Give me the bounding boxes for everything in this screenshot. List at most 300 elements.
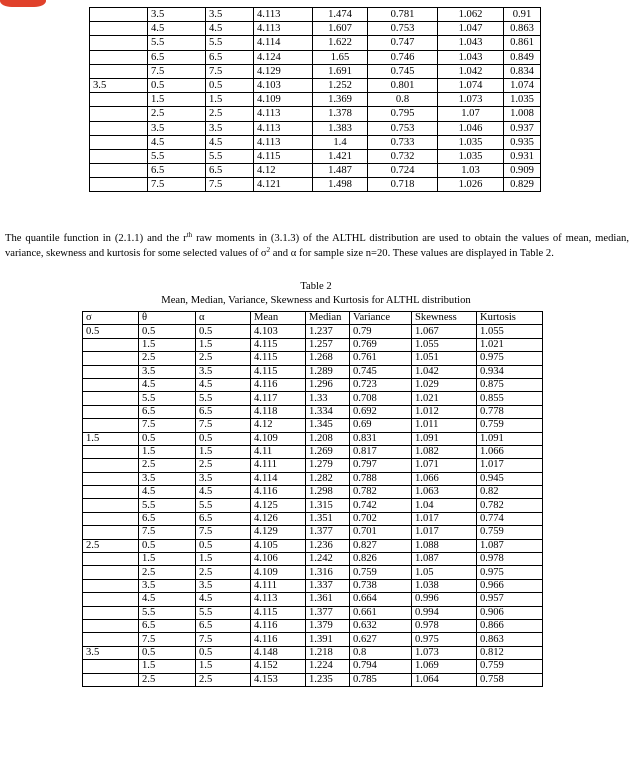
- table-cell: 4.113: [254, 135, 313, 149]
- table-cell: 0.769: [350, 338, 412, 351]
- table-cell: 4.114: [251, 472, 306, 485]
- table-cell: 5.5: [139, 606, 196, 619]
- table-cell: 1.064: [412, 673, 477, 686]
- table-cell: 0.627: [350, 633, 412, 646]
- table-row: [90, 93, 541, 107]
- table-cell: 0.778: [477, 405, 543, 418]
- table-cell: 1.066: [412, 472, 477, 485]
- table-cell: 4.116: [251, 486, 306, 499]
- table-row: [83, 593, 543, 606]
- table-cell: 1.026: [438, 178, 504, 192]
- table-cell: [83, 633, 139, 646]
- table-cell: 0.975: [477, 566, 543, 579]
- table-cell: 1.073: [412, 646, 477, 659]
- table-cell: 0.753: [368, 22, 438, 36]
- table-row: [90, 8, 541, 22]
- table-cell: 3.5: [206, 8, 254, 22]
- table-cell: [83, 419, 139, 432]
- table-cell: 4.116: [251, 378, 306, 391]
- table-cell: 1.067: [412, 325, 477, 338]
- table-row: [90, 36, 541, 50]
- table-cell: 4.5: [196, 486, 251, 499]
- table-cell: 4.106: [251, 553, 306, 566]
- table-cell: 4.148: [251, 646, 306, 659]
- table-cell: 4.12: [254, 164, 313, 178]
- table-1-body: [90, 8, 541, 192]
- table-cell: 0.82: [477, 486, 543, 499]
- table-cell: 0.975: [477, 352, 543, 365]
- table-cell: 0.746: [368, 50, 438, 64]
- table-cell: 0.849: [504, 50, 541, 64]
- table-row: [83, 539, 543, 552]
- table-row: [83, 553, 543, 566]
- table-cell: 0.738: [350, 579, 412, 592]
- table-cell: 4.5: [206, 22, 254, 36]
- table-1-continued: [89, 7, 541, 192]
- table-cell: [83, 579, 139, 592]
- table-cell: [90, 50, 148, 64]
- table-cell: 0.702: [350, 512, 412, 525]
- table-cell: 1.316: [306, 566, 350, 579]
- table-cell: 0.863: [477, 633, 543, 646]
- table-cell: 0.781: [368, 8, 438, 22]
- column-header: θ: [139, 312, 196, 325]
- table-cell: 1.029: [412, 378, 477, 391]
- table-cell: 0.788: [350, 472, 412, 485]
- table-row: [83, 579, 543, 592]
- table-row: [83, 392, 543, 405]
- table-cell: 1.087: [412, 553, 477, 566]
- table-cell: 3.5: [139, 472, 196, 485]
- table-cell: 1.035: [504, 93, 541, 107]
- table-cell: 1.691: [313, 64, 368, 78]
- column-header: Kurtosis: [477, 312, 543, 325]
- table-cell: 1.012: [412, 405, 477, 418]
- table-cell: 0.5: [139, 646, 196, 659]
- table-cell: 0.829: [504, 178, 541, 192]
- table-cell: 0.994: [412, 606, 477, 619]
- table-cell: 1.337: [306, 579, 350, 592]
- table-cell: [83, 378, 139, 391]
- table-cell: 3.5: [139, 365, 196, 378]
- table-cell: 6.5: [196, 405, 251, 418]
- table-cell: 1.5: [139, 553, 196, 566]
- table-cell: 0.996: [412, 593, 477, 606]
- table-cell: 1.008: [504, 107, 541, 121]
- table-row: [83, 365, 543, 378]
- table-cell: 3.5: [139, 579, 196, 592]
- table-cell: 7.5: [196, 526, 251, 539]
- table-cell: 4.115: [251, 365, 306, 378]
- table-cell: 1.073: [438, 93, 504, 107]
- table-cell: 6.5: [139, 405, 196, 418]
- table-cell: 4.5: [148, 22, 206, 36]
- table-cell: [83, 593, 139, 606]
- table-cell: 4.105: [251, 539, 306, 552]
- table-cell: 1.487: [313, 164, 368, 178]
- table-cell: 1.622: [313, 36, 368, 50]
- table-cell: 0.795: [368, 107, 438, 121]
- table-cell: 0.861: [504, 36, 541, 50]
- column-header: Median: [306, 312, 350, 325]
- table-cell: 1.237: [306, 325, 350, 338]
- column-header: α: [196, 312, 251, 325]
- table-cell: [90, 121, 148, 135]
- table-cell: 0.692: [350, 405, 412, 418]
- table-cell: 7.5: [206, 178, 254, 192]
- table-cell: 1.369: [313, 93, 368, 107]
- table-cell: 1.289: [306, 365, 350, 378]
- table-cell: 1.088: [412, 539, 477, 552]
- table-cell: 1.5: [139, 445, 196, 458]
- table-cell: 1.5: [139, 660, 196, 673]
- table-cell: 5.5: [206, 36, 254, 50]
- table-cell: 0.5: [139, 539, 196, 552]
- table-cell: 1.252: [313, 78, 368, 92]
- table-cell: [83, 405, 139, 418]
- table-cell: 1.074: [438, 78, 504, 92]
- table-row: [90, 178, 541, 192]
- table-cell: 4.5: [148, 135, 206, 149]
- table-cell: 0.966: [477, 579, 543, 592]
- table-row: [90, 121, 541, 135]
- table-cell: 5.5: [139, 499, 196, 512]
- table-cell: 0.723: [350, 378, 412, 391]
- table-cell: 2.5: [139, 566, 196, 579]
- table-row: [83, 499, 543, 512]
- table-cell: [83, 352, 139, 365]
- table-cell: [83, 619, 139, 632]
- table-cell: 0.978: [477, 553, 543, 566]
- table-cell: 0.742: [350, 499, 412, 512]
- table-cell: 0.909: [504, 164, 541, 178]
- table-cell: 0.812: [477, 646, 543, 659]
- paragraph-superscript-2: 2: [266, 245, 271, 254]
- table-cell: 1.04: [412, 499, 477, 512]
- table-cell: 4.113: [251, 593, 306, 606]
- table-2-caption: Mean, Median, Variance, Skewness and Kurtosis for ALTHL distribution: [161, 295, 471, 306]
- table-cell: [83, 445, 139, 458]
- table-cell: [83, 499, 139, 512]
- table-row: [83, 486, 543, 499]
- table-cell: 4.115: [254, 149, 313, 163]
- table-cell: 1.298: [306, 486, 350, 499]
- table-cell: 4.103: [254, 78, 313, 92]
- table-row: [83, 472, 543, 485]
- table-cell: 1.279: [306, 459, 350, 472]
- table-cell: 0.801: [368, 78, 438, 92]
- table-cell: 6.5: [148, 164, 206, 178]
- table-cell: 0.831: [350, 432, 412, 445]
- table-cell: 1.269: [306, 445, 350, 458]
- paragraph-text-2: raw moments in (3.1.3) of the ALTHL distribution are used to obtain the values of mean, median, variance, skewness and kurtosis for some selected values of σ: [5, 233, 630, 259]
- table-cell: 0.834: [504, 64, 541, 78]
- table-row: [83, 325, 543, 338]
- table-cell: 0.632: [350, 619, 412, 632]
- table-cell: 0.759: [477, 526, 543, 539]
- table-cell: 0.774: [477, 512, 543, 525]
- table-cell: 1.055: [412, 338, 477, 351]
- table-cell: 1.4: [313, 135, 368, 149]
- table-cell: 5.5: [139, 392, 196, 405]
- table-cell: 1.063: [412, 486, 477, 499]
- table-cell: [90, 8, 148, 22]
- table-cell: 0.758: [477, 673, 543, 686]
- table-cell: 4.115: [251, 338, 306, 351]
- table-cell: 7.5: [148, 178, 206, 192]
- table-cell: 3.5: [196, 365, 251, 378]
- table-cell: [83, 486, 139, 499]
- table-cell: 1.235: [306, 673, 350, 686]
- table-cell: 4.126: [251, 512, 306, 525]
- table-cell: 1.282: [306, 472, 350, 485]
- table-row: [83, 619, 543, 632]
- table-cell: 1.087: [477, 539, 543, 552]
- table-cell: 3.5: [148, 121, 206, 135]
- table-cell: 1.377: [306, 606, 350, 619]
- table-cell: 6.5: [148, 50, 206, 64]
- table-cell: [90, 64, 148, 78]
- table-2: [82, 311, 543, 687]
- table-cell: 1.224: [306, 660, 350, 673]
- table-2-label: Table 2: [300, 281, 332, 292]
- table-row: [90, 64, 541, 78]
- table-cell: 5.5: [148, 149, 206, 163]
- table-row: [83, 646, 543, 659]
- column-header: Variance: [350, 312, 412, 325]
- table-cell: 0.732: [368, 149, 438, 163]
- table-cell: 0.782: [477, 499, 543, 512]
- table-cell: 0.975: [412, 633, 477, 646]
- column-header: Mean: [251, 312, 306, 325]
- table-cell: 2.5: [196, 566, 251, 579]
- table-cell: 1.345: [306, 419, 350, 432]
- table-cell: 5.5: [196, 499, 251, 512]
- table-cell: 1.208: [306, 432, 350, 445]
- table-cell: 0.745: [368, 64, 438, 78]
- table-cell: 4.114: [254, 36, 313, 50]
- table-cell: 1.091: [412, 432, 477, 445]
- table-cell: 0.708: [350, 392, 412, 405]
- table-cell: [83, 660, 139, 673]
- table-cell: 4.129: [254, 64, 313, 78]
- table-cell: 4.5: [196, 378, 251, 391]
- table-cell: [90, 36, 148, 50]
- table-cell: 1.047: [438, 22, 504, 36]
- table-cell: 1.017: [412, 512, 477, 525]
- table-cell: 0.745: [350, 365, 412, 378]
- table-cell: 1.5: [196, 338, 251, 351]
- paragraph-text-1: The quantile function in (2.1.1) and the r: [5, 233, 187, 244]
- table-cell: 0.875: [477, 378, 543, 391]
- table-cell: [90, 22, 148, 36]
- table-cell: 1.043: [438, 36, 504, 50]
- table-cell: 0.718: [368, 178, 438, 192]
- paragraph-text-3: and α for sample size n=20. These values are displayed in Table 2.: [270, 247, 554, 259]
- table-cell: 0.701: [350, 526, 412, 539]
- table-cell: [83, 472, 139, 485]
- table-row: [83, 459, 543, 472]
- table-cell: 4.129: [251, 526, 306, 539]
- table-cell: 6.5: [139, 619, 196, 632]
- table-cell: 4.121: [254, 178, 313, 192]
- table-row: [83, 512, 543, 525]
- table-row: [90, 78, 541, 92]
- table-cell: 0.5: [196, 432, 251, 445]
- table-cell: 0.5: [83, 325, 139, 338]
- table-cell: 0.759: [477, 660, 543, 673]
- table-cell: 1.5: [139, 338, 196, 351]
- table-cell: 5.5: [206, 149, 254, 163]
- table-row: [83, 405, 543, 418]
- table-cell: 4.5: [139, 486, 196, 499]
- table-cell: 2.5: [139, 673, 196, 686]
- table-cell: [83, 392, 139, 405]
- body-paragraph: [5, 232, 629, 261]
- table-cell: 0.785: [350, 673, 412, 686]
- table-cell: 0.826: [350, 553, 412, 566]
- table-cell: 3.5: [206, 121, 254, 135]
- table-cell: 1.5: [196, 553, 251, 566]
- table-cell: [83, 673, 139, 686]
- table-cell: 1.378: [313, 107, 368, 121]
- table-cell: 0.733: [368, 135, 438, 149]
- table-cell: 4.111: [251, 459, 306, 472]
- table-cell: 3.5: [83, 646, 139, 659]
- table-cell: 0.978: [412, 619, 477, 632]
- table-cell: 2.5: [196, 673, 251, 686]
- table-cell: 2.5: [206, 107, 254, 121]
- table-cell: 3.5: [90, 78, 148, 92]
- table-cell: 1.03: [438, 164, 504, 178]
- table-cell: 4.116: [251, 619, 306, 632]
- table-cell: 7.5: [139, 633, 196, 646]
- table-cell: 7.5: [196, 419, 251, 432]
- table-cell: 4.118: [251, 405, 306, 418]
- table-cell: 1.021: [412, 392, 477, 405]
- table-row: [90, 164, 541, 178]
- table-cell: 0.957: [477, 593, 543, 606]
- table-cell: 1.474: [313, 8, 368, 22]
- table-cell: 1.498: [313, 178, 368, 192]
- table-cell: [83, 459, 139, 472]
- table-cell: 1.066: [477, 445, 543, 458]
- table-cell: 4.113: [254, 121, 313, 135]
- table-cell: 1.071: [412, 459, 477, 472]
- table-cell: 4.109: [254, 93, 313, 107]
- table-cell: [83, 526, 139, 539]
- table-2-header-row: [83, 312, 543, 325]
- table-cell: 0.5: [196, 646, 251, 659]
- table-cell: [83, 338, 139, 351]
- table-cell: 2.5: [196, 459, 251, 472]
- table-cell: 1.069: [412, 660, 477, 673]
- table-cell: 4.117: [251, 392, 306, 405]
- table-cell: 1.055: [477, 325, 543, 338]
- table-cell: 1.315: [306, 499, 350, 512]
- table-cell: 0.761: [350, 352, 412, 365]
- table-row: [83, 352, 543, 365]
- table-cell: 3.5: [148, 8, 206, 22]
- table-cell: 4.152: [251, 660, 306, 673]
- table-cell: 6.5: [196, 512, 251, 525]
- table-cell: 4.115: [251, 606, 306, 619]
- table-row: [83, 378, 543, 391]
- table-cell: 1.361: [306, 593, 350, 606]
- table-row: [83, 660, 543, 673]
- table-cell: 0.5: [139, 432, 196, 445]
- table-cell: 4.113: [254, 107, 313, 121]
- table-cell: 0.931: [504, 149, 541, 163]
- table-cell: 1.383: [313, 121, 368, 135]
- table-cell: 4.125: [251, 499, 306, 512]
- table-cell: 7.5: [139, 419, 196, 432]
- table-cell: [90, 93, 148, 107]
- table-cell: 1.05: [412, 566, 477, 579]
- table-cell: 7.5: [148, 64, 206, 78]
- table-row: [83, 432, 543, 445]
- table-cell: 0.747: [368, 36, 438, 50]
- table-cell: 5.5: [196, 606, 251, 619]
- table-cell: 1.038: [412, 579, 477, 592]
- table-row: [83, 606, 543, 619]
- table-cell: 1.5: [83, 432, 139, 445]
- table-cell: 0.817: [350, 445, 412, 458]
- table-cell: 4.11: [251, 445, 306, 458]
- table-cell: 1.5: [206, 93, 254, 107]
- table-cell: 0.91: [504, 8, 541, 22]
- table-cell: 0.753: [368, 121, 438, 135]
- table-cell: 0.724: [368, 164, 438, 178]
- table-cell: 4.109: [251, 566, 306, 579]
- table-cell: [90, 178, 148, 192]
- table-cell: 0.759: [477, 419, 543, 432]
- table-cell: 0.934: [477, 365, 543, 378]
- table-cell: 3.5: [196, 579, 251, 592]
- paragraph-superscript-th: th: [186, 231, 193, 239]
- table-cell: 1.046: [438, 121, 504, 135]
- table-cell: [83, 365, 139, 378]
- table-cell: 1.091: [477, 432, 543, 445]
- table-cell: 1.5: [196, 445, 251, 458]
- table-row: [90, 107, 541, 121]
- table-cell: 3.5: [196, 472, 251, 485]
- table-cell: 1.379: [306, 619, 350, 632]
- table-cell: 1.035: [438, 135, 504, 149]
- table-cell: 5.5: [196, 392, 251, 405]
- table-cell: 1.017: [477, 459, 543, 472]
- table-cell: 1.391: [306, 633, 350, 646]
- table-cell: 1.242: [306, 553, 350, 566]
- table-cell: 5.5: [148, 36, 206, 50]
- table-row: [90, 22, 541, 36]
- table-cell: 1.268: [306, 352, 350, 365]
- table-cell: 4.115: [251, 352, 306, 365]
- table-cell: 1.218: [306, 646, 350, 659]
- table-cell: 0.945: [477, 472, 543, 485]
- table-cell: [83, 566, 139, 579]
- table-cell: [90, 135, 148, 149]
- table-cell: 4.113: [254, 8, 313, 22]
- table-cell: 1.042: [438, 64, 504, 78]
- table-cell: 1.334: [306, 405, 350, 418]
- table-row: [90, 135, 541, 149]
- table-cell: 1.043: [438, 50, 504, 64]
- table-cell: 0.5: [148, 78, 206, 92]
- table-cell: 1.021: [477, 338, 543, 351]
- table-cell: 4.12: [251, 419, 306, 432]
- table-cell: 1.082: [412, 445, 477, 458]
